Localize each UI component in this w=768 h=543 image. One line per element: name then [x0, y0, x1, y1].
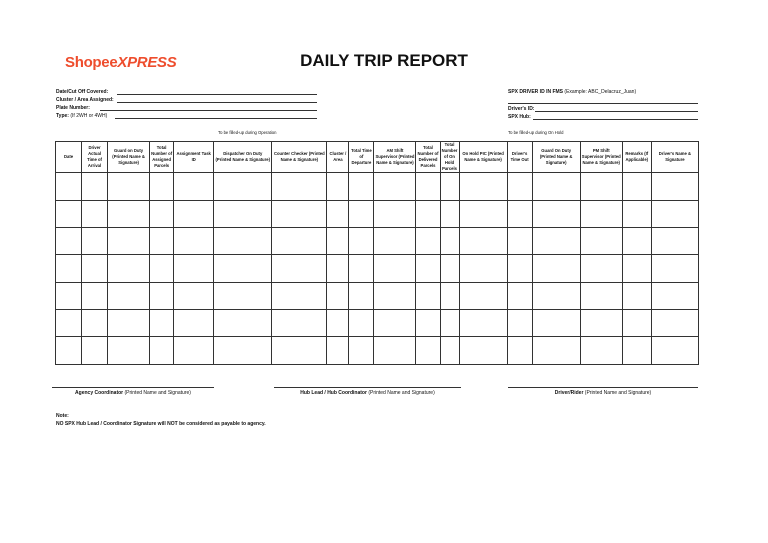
table-cell[interactable]: [108, 337, 150, 364]
column-header: Guard On Duty (Printed Name & Signature): [532, 142, 580, 173]
table-cell[interactable]: [622, 282, 651, 309]
logo-text-shopee: Shopee: [65, 54, 118, 71]
table-cell[interactable]: [507, 228, 532, 255]
agency-coordinator-label: Agency Coordinator (Printed Name and Signature): [75, 390, 191, 396]
table-cell[interactable]: [349, 228, 374, 255]
spx-hub-label: SPX Hub:: [508, 114, 531, 120]
table-cell[interactable]: [150, 255, 174, 282]
table-cell[interactable]: [327, 337, 349, 364]
table-cell[interactable]: [440, 173, 459, 200]
table-cell[interactable]: [580, 255, 622, 282]
driver-rider-signature-line[interactable]: [508, 387, 698, 388]
table-cell[interactable]: [622, 337, 651, 364]
table-cell[interactable]: [507, 337, 532, 364]
table-cell[interactable]: [214, 228, 272, 255]
table-cell[interactable]: [272, 200, 327, 227]
table-cell[interactable]: [214, 173, 272, 200]
table-cell[interactable]: [580, 337, 622, 364]
table-cell[interactable]: [374, 282, 416, 309]
table-cell[interactable]: [82, 337, 108, 364]
table-cell[interactable]: [174, 255, 214, 282]
column-header: Driver Actual Time of Arrival: [82, 142, 108, 173]
table-cell[interactable]: [174, 309, 214, 336]
table-cell[interactable]: [150, 173, 174, 200]
table-cell[interactable]: [174, 173, 214, 200]
column-header: PM Shift Supervisor (Printed Name & Signature): [580, 142, 622, 173]
table-cell[interactable]: [108, 282, 150, 309]
type-field-label: Type: (If 2WH or 4WH): [56, 113, 108, 119]
table-cell[interactable]: [82, 173, 108, 200]
table-row: [56, 309, 699, 336]
table-cell[interactable]: [651, 309, 698, 336]
table-cell[interactable]: [416, 228, 440, 255]
table-cell[interactable]: [651, 173, 698, 200]
column-header: Total Number of Delivered Parcels: [416, 142, 440, 173]
table-cell[interactable]: [150, 309, 174, 336]
table-row: [56, 173, 699, 200]
table-cell[interactable]: [507, 200, 532, 227]
column-header: Total Number of On Hold Parcels: [441, 142, 458, 172]
table-cell[interactable]: [214, 337, 272, 364]
table-cell[interactable]: [416, 282, 440, 309]
spx-driver-id-label: SPX DRIVER ID IN FMS (Example: ABC_Delacruz_Juan): [508, 89, 637, 95]
table-cell[interactable]: [532, 309, 580, 336]
page-title: DAILY TRIP REPORT: [300, 51, 468, 70]
table-cell[interactable]: [651, 282, 698, 309]
driver-rider-label: Driver/Rider (Printed Name and Signature): [554, 390, 652, 396]
type-field-line[interactable]: [115, 118, 317, 119]
table-cell[interactable]: [272, 337, 327, 364]
table-cell[interactable]: [349, 282, 374, 309]
table-cell[interactable]: [56, 337, 82, 364]
agency-coordinator-signature-line[interactable]: [52, 387, 214, 388]
table-cell[interactable]: [214, 200, 272, 227]
table-cell[interactable]: [82, 200, 108, 227]
table-cell[interactable]: [214, 309, 272, 336]
table-row: [56, 282, 699, 309]
table-cell[interactable]: [56, 173, 82, 200]
table-cell[interactable]: [374, 228, 416, 255]
table-cell[interactable]: [440, 228, 459, 255]
table-cell[interactable]: [580, 228, 622, 255]
column-header: Remarks (If Applicable): [622, 142, 651, 173]
table-cell[interactable]: [416, 255, 440, 282]
trip-report-table: [55, 141, 699, 365]
table-cell[interactable]: [532, 173, 580, 200]
cluster-field-label: Cluster / Area Assigned:: [56, 97, 114, 103]
table-cell[interactable]: [651, 200, 698, 227]
table-cell[interactable]: [374, 309, 416, 336]
table-cell[interactable]: [174, 282, 214, 309]
table-cell[interactable]: [459, 282, 507, 309]
table-cell[interactable]: [507, 255, 532, 282]
spx-driver-id-line[interactable]: [508, 103, 698, 104]
table-row: [56, 255, 699, 282]
table-cell[interactable]: [327, 282, 349, 309]
table-row: [56, 337, 699, 364]
table-cell[interactable]: [416, 173, 440, 200]
table-cell[interactable]: [150, 337, 174, 364]
table-cell[interactable]: [651, 337, 698, 364]
note-title: Note:: [56, 413, 69, 419]
table-cell[interactable]: [374, 200, 416, 227]
column-header: On Hold PIC (Printed Name & Signature): [459, 142, 507, 173]
table-cell[interactable]: [174, 337, 214, 364]
table-cell[interactable]: [82, 282, 108, 309]
table-cell[interactable]: [327, 173, 349, 200]
table-cell[interactable]: [56, 228, 82, 255]
table-cell[interactable]: [532, 200, 580, 227]
table-cell[interactable]: [459, 255, 507, 282]
on-hold-section-note: To be filled-up during On Hold: [508, 130, 564, 135]
table-cell[interactable]: [459, 309, 507, 336]
table-cell[interactable]: [622, 255, 651, 282]
table-cell[interactable]: [416, 200, 440, 227]
column-header: Date: [56, 142, 82, 173]
table-cell[interactable]: [174, 200, 214, 227]
column-header: Total Time of Departure: [349, 142, 374, 173]
column-header: Cluster / Area: [327, 142, 349, 173]
table-cell[interactable]: [622, 173, 651, 200]
operation-section-note: To be filled-up during Operation: [218, 130, 277, 135]
table-cell[interactable]: [214, 282, 272, 309]
table-cell[interactable]: [272, 173, 327, 200]
table-cell[interactable]: [272, 228, 327, 255]
table-cell[interactable]: [440, 337, 459, 364]
column-header: Assignment Task ID: [174, 142, 214, 173]
table-cell[interactable]: [272, 282, 327, 309]
spx-hub-line[interactable]: [533, 119, 698, 120]
plate-field-line[interactable]: [100, 110, 317, 111]
table-cell[interactable]: [150, 282, 174, 309]
table-cell[interactable]: [349, 173, 374, 200]
table-cell[interactable]: [56, 200, 82, 227]
table-cell[interactable]: [532, 337, 580, 364]
table-cell[interactable]: [56, 255, 82, 282]
hub-lead-label: Hub Lead / Hub Coordinator (Printed Name and Signature): [300, 390, 435, 396]
table-cell[interactable]: [82, 228, 108, 255]
table-cell[interactable]: [459, 337, 507, 364]
logo-text-xpress: XPRESS: [117, 54, 177, 71]
table-cell[interactable]: [440, 309, 459, 336]
column-header: Total Number of Assigned Parcels: [150, 142, 174, 173]
table-cell[interactable]: [507, 173, 532, 200]
table-row: [56, 228, 699, 255]
hub-lead-signature-line[interactable]: [274, 387, 461, 388]
column-header: AM Shift Supervisor (Printed Name & Signature): [374, 142, 416, 173]
table-cell[interactable]: [622, 200, 651, 227]
table-cell[interactable]: [459, 200, 507, 227]
drivers-id-line[interactable]: [535, 111, 698, 112]
table-header-row: [56, 142, 699, 173]
table-cell[interactable]: [651, 255, 698, 282]
table-cell[interactable]: [272, 309, 327, 336]
column-header: Guard on Duty (Printed Name & Signature): [108, 142, 150, 173]
table-cell[interactable]: [272, 255, 327, 282]
table-cell[interactable]: [532, 255, 580, 282]
note-text: NO SPX Hub Lead / Coordinator Signature will NOT be considered as payable to agency.: [56, 421, 266, 427]
table-cell[interactable]: [327, 255, 349, 282]
table-cell[interactable]: [349, 337, 374, 364]
table-cell[interactable]: [108, 255, 150, 282]
table-cell[interactable]: [580, 173, 622, 200]
table-cell[interactable]: [622, 228, 651, 255]
column-header: Driver's Name & Signature: [651, 142, 698, 173]
table-cell[interactable]: [416, 309, 440, 336]
table-cell[interactable]: [507, 309, 532, 336]
table-cell[interactable]: [108, 228, 150, 255]
table-cell[interactable]: [440, 255, 459, 282]
table-cell[interactable]: [459, 228, 507, 255]
table-cell[interactable]: [56, 282, 82, 309]
table-row: [56, 200, 699, 227]
table-cell[interactable]: [349, 309, 374, 336]
date-field-line[interactable]: [117, 94, 317, 95]
plate-field-label: Plate Number:: [56, 105, 90, 111]
drivers-id-label: Driver's ID:: [508, 106, 535, 112]
table-cell[interactable]: [82, 255, 108, 282]
table-cell[interactable]: [374, 255, 416, 282]
table-cell[interactable]: [374, 173, 416, 200]
table-cell[interactable]: [349, 200, 374, 227]
table-cell[interactable]: [580, 282, 622, 309]
table-cell[interactable]: [174, 228, 214, 255]
table-cell[interactable]: [374, 337, 416, 364]
table-cell[interactable]: [150, 228, 174, 255]
table-cell[interactable]: [214, 255, 272, 282]
table-cell[interactable]: [532, 228, 580, 255]
column-header: Driver's Time Out: [507, 142, 532, 173]
date-field-label: Date/Cut Off Covered:: [56, 89, 109, 95]
table-cell[interactable]: [327, 309, 349, 336]
table-cell[interactable]: [507, 282, 532, 309]
table-cell[interactable]: [440, 200, 459, 227]
table-cell[interactable]: [349, 255, 374, 282]
table-cell[interactable]: [108, 173, 150, 200]
table-cell[interactable]: [532, 282, 580, 309]
table-cell[interactable]: [327, 200, 349, 227]
table-cell[interactable]: [108, 309, 150, 336]
table-cell[interactable]: [580, 200, 622, 227]
table-cell[interactable]: [622, 309, 651, 336]
table-cell[interactable]: [416, 337, 440, 364]
table-cell[interactable]: [150, 200, 174, 227]
table-cell[interactable]: [459, 173, 507, 200]
table-cell[interactable]: [651, 228, 698, 255]
table-cell[interactable]: [108, 200, 150, 227]
table-cell[interactable]: [440, 282, 459, 309]
table-cell[interactable]: [56, 309, 82, 336]
cluster-field-line[interactable]: [117, 102, 317, 103]
table-cell[interactable]: [580, 309, 622, 336]
column-header: Dispatcher On Duty (Printed Name & Signature): [214, 142, 272, 173]
table-cell[interactable]: [82, 309, 108, 336]
column-header: Counter Checker (Printed Name & Signature): [272, 142, 327, 173]
table-cell[interactable]: [327, 228, 349, 255]
